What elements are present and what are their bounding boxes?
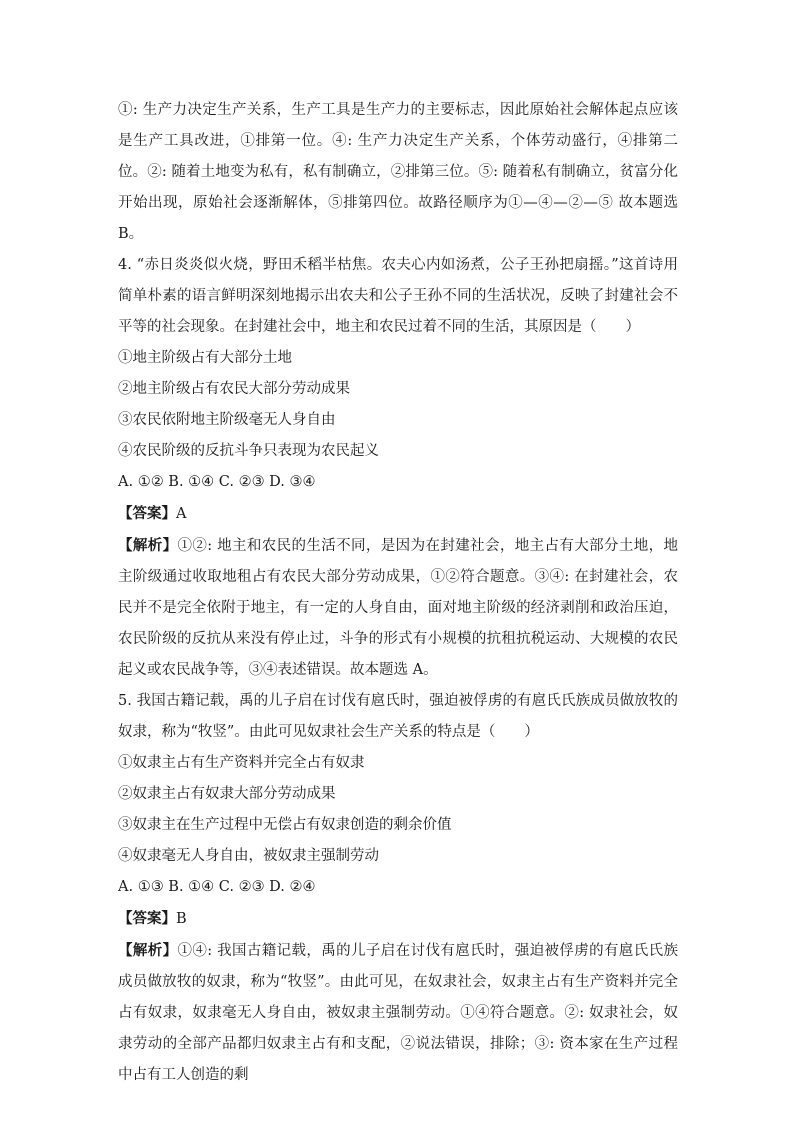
question-4-option: ④农民阶级的反抗斗争只表现为农民起义 [118,443,379,459]
question-4-option: ③农民依附地主阶级毫无人身自由 [118,412,336,428]
analysis-text: ①④: 我国古籍记载，禹的儿子启在讨伐有扈氏时，强迫被俘虏的有扈氏氏族成员做放牧的奴隶，称为“牧竖”。由此可见，在奴隶社会，奴隶主占有生产资料并完全占有奴隶，奴隶毫无人身自由，被奴隶主强制劳动。①④符合题意。②: 奴隶社会，奴隶劳动的全部产品都归奴隶主占有和支配，②说法错误，排除；③: 资本家在生产过程中占有工人创造的剩 [118,943,678,1083]
question-5-choices: A. ①③ B. ①④ C. ②③ D. ②④ [118,879,316,895]
question-5-option: ③奴隶主在生产过程中无偿占有奴隶创造的剩余价值 [118,817,452,833]
answer-label: 【答案】 [118,910,176,927]
question-4-stem: 4. “赤日炎炎似火烧，野田禾稻半枯焦。农夫心内如汤煮，公子王孙把扇摇。”这首诗用简单朴素的语言鲜明深刻地揭示出农夫和公子王孙不同的生活状况，反映了封建社会不平等的社会现象。在封建社会中，地主和农民过着不同的生活，其原因是（ ） [118,257,678,335]
question-5-option: ①奴隶主占有生产资料并完全占有奴隶 [118,755,365,771]
question-5-analysis [118,935,678,1091]
answer-value: B [176,911,187,927]
question-4-analysis [118,530,678,686]
answer-value: A [176,506,187,522]
question-4-option: ①地主阶级占有大部分土地 [118,350,292,366]
analysis-label: 【解析】 [118,537,178,554]
analysis-label: 【解析】 [118,942,178,959]
previous-analysis: ①: 生产力决定生产关系，生产工具是生产力的主要标志，因此原始社会解体起点应该是生产工具改进，①排第一位。④: 生产力决定生产关系，个体劳动盛行，④排第二位。②: 随着土地变为私有，私有制确立，②排第三位。⑤: 随着私有制确立，贫富分化开始出现，原始社会逐渐解体，⑤排第四位。故路径顺序为①—④—②—⑤ 故本题选 B。 [118,102,678,242]
answer-label: 【答案】 [118,505,176,522]
document-page [118,95,678,1091]
question-4-choices: A. ①② B. ①④ C. ②③ D. ③④ [118,474,316,490]
question-5-stem: 5. 我国古籍记载，禹的儿子启在讨伐有扈氏时，强迫被俘虏的有扈氏氏族成员做放牧的奴隶，称为“牧竖”。由此可见奴隶社会生产关系的特点是（ ） [118,693,678,740]
question-4-answer [118,498,678,530]
question-4-option: ②地主阶级占有农民大部分劳动成果 [118,381,350,397]
question-5-answer [118,903,678,935]
question-5-option: ④奴隶毫无人身自由，被奴隶主强制劳动 [118,848,379,864]
question-5-option: ②奴隶主占有奴隶大部分劳动成果 [118,786,336,802]
analysis-text: ①②: 地主和农民的生活不同，是因为在封建社会，地主占有大部分土地，地主阶级通过收取地租占有农民大部分劳动成果，①②符合题意。③④: 在封建社会，农民并不是完全依附于地主，有一定的人身自由，面对地主阶级的经济剥削和政治压迫，农民阶级的反抗从来没有停止过，斗争的形式有小规模的抗租抗税运动、大规模的农民起义或农民战争等，③④表述错误。故本题选 A。 [118,538,678,678]
